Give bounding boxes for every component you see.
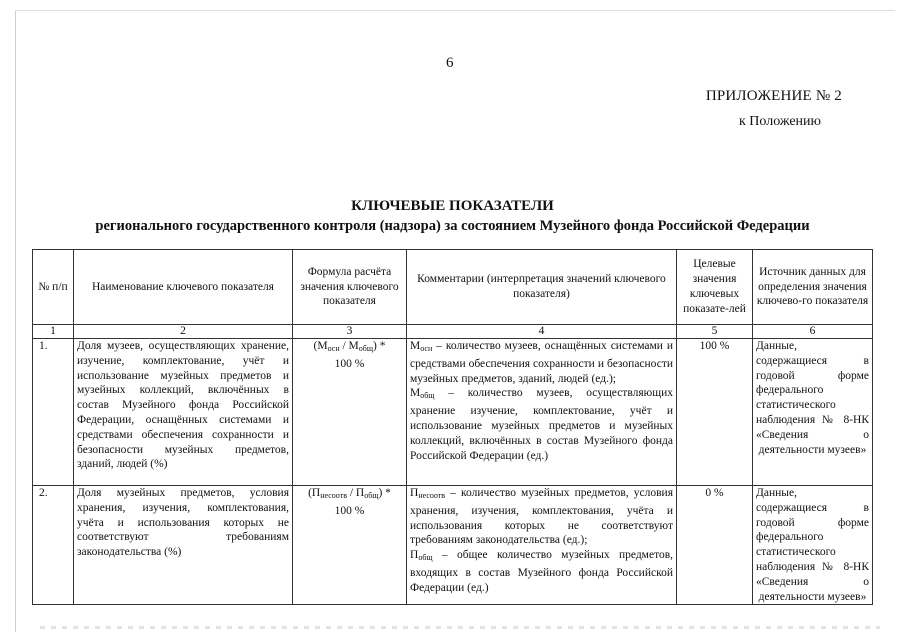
- document-subtitle: регионального государственного контроля (надзора) за состоянием Музейного фонда Российской Федерации: [95, 218, 810, 234]
- source-text: Данные, содержащиеся в годовой форме федерального статистического наблюдения № 8-НК «Сведения о деятельности музеев»: [756, 340, 869, 456]
- document-title: КЛЮЧЕВЫЕ ПОКАЗАТЕЛИ: [351, 198, 554, 214]
- indicator-source: [753, 486, 873, 605]
- formula-close: ) *: [378, 487, 391, 499]
- column-number: 5: [677, 325, 753, 339]
- indicator-target: 100 %: [677, 339, 753, 486]
- indicator-comment: [407, 339, 677, 486]
- indicator-target: 0 %: [677, 486, 753, 605]
- table-row: [33, 486, 873, 605]
- formula-denominator-subscript: общ: [358, 344, 374, 353]
- header-no: № п/п: [33, 250, 74, 325]
- formula-close: ) *: [373, 340, 386, 352]
- formula-numerator-subscript: несоотв: [320, 491, 347, 500]
- indicator-name: Доля музейных предметов, условия хранения, изучения, комплектования, учёта и использования которых не соответствуют требованиям законодательства (%): [74, 486, 293, 605]
- comment-variable: М: [410, 387, 421, 400]
- column-number: 1: [33, 325, 74, 339]
- comment-variable: П: [410, 487, 419, 499]
- appendix-subtitle: к Положению: [738, 114, 821, 129]
- header-source: Источник данных для определения значения ключево-го показателя: [753, 250, 873, 325]
- scan-noise: [40, 626, 880, 629]
- indicator-comment: [407, 486, 677, 605]
- column-number: 6: [753, 325, 873, 339]
- formula-open: (М: [313, 340, 328, 352]
- source-text: Данные, содержащиеся в годовой форме федерального статистического наблюдения № 8-НК «Сведения о деятельности музеев»: [756, 487, 869, 603]
- indicator-formula: [293, 486, 407, 605]
- header-name: Наименование ключевого показателя: [74, 250, 293, 325]
- comment-variable: М: [410, 340, 421, 352]
- formula-open: (П: [308, 487, 321, 499]
- comment-text: – количество музеев, осуществляющих хранение изучение, комплектование, учёт и использование музейных предметов и музейных коллекций, включённых в состав Музейного фонда Российской Федерации (ед.): [410, 387, 673, 462]
- page-edge-left: [15, 10, 16, 632]
- appendix-title: ПРИЛОЖЕНИЕ № 2: [705, 88, 842, 104]
- indicator-source: [753, 339, 873, 486]
- row-number: 1.: [33, 339, 74, 486]
- column-number: 4: [407, 325, 677, 339]
- formula-denominator-subscript: общ: [364, 491, 379, 500]
- page-number: 6: [446, 55, 454, 71]
- formula-percent: 100 %: [334, 357, 365, 370]
- comment-text: – количество музейных предметов, условия хранения, изучения, комплектования, учёта и использования которых не соответствуют требованиям законодательства (ед.);: [410, 487, 673, 547]
- row-number: 2.: [33, 486, 74, 605]
- comment-variable: П: [410, 549, 419, 562]
- indicators-table: [32, 249, 873, 605]
- comment-text: – количество музеев, оснащённых системами и средствами обеспечения сохранности и безопасности музейных предметов, зданий, людей (ед.);: [410, 340, 673, 385]
- table-header-row: [33, 250, 873, 325]
- comment-variable-subscript: осн: [420, 344, 433, 353]
- column-number-row: [33, 325, 873, 339]
- comment-variable-subscript: несоотв: [418, 491, 446, 500]
- header-target: Целевые значения ключевых показате-лей: [677, 250, 753, 325]
- column-number: 2: [74, 325, 293, 339]
- column-number: 3: [293, 325, 407, 339]
- indicator-formula: [293, 339, 407, 486]
- comment-text: – общее количество музейных предметов, входящих в состав Музейного фонда Российской Федерации (ед.): [410, 549, 673, 594]
- formula-numerator-subscript: осн: [327, 344, 340, 353]
- header-comment: Комментарии (интерпретация значений ключевого показателя): [407, 250, 677, 325]
- indicator-name: Доля музеев, осуществляющих хранение, изучение, комплектование, учёт и использование музейных предметов и музейных коллекций, включённых в состав Музейного фонда Российской Федерации, оснащённых системами и средствами обеспечения сохранности и безопасности музейных предметов, зданий, людей (%): [74, 339, 293, 486]
- header-formula: Формула расчёта значения ключевого показателя: [293, 250, 407, 325]
- formula-separator: / М: [339, 340, 359, 352]
- comment-variable-subscript: общ: [418, 553, 433, 563]
- page-edge-top: [15, 10, 895, 11]
- comment-variable-subscript: общ: [420, 391, 435, 401]
- formula-percent: 100 %: [334, 504, 365, 517]
- table-row: [33, 339, 873, 486]
- formula-separator: / П: [346, 487, 365, 499]
